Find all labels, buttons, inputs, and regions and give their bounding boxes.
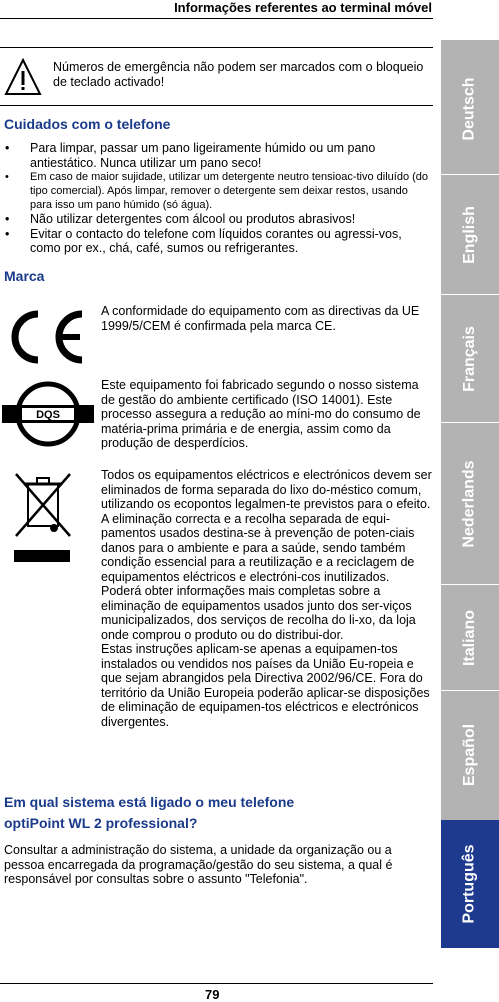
language-tab-nederlands[interactable] xyxy=(441,424,499,584)
weee-description xyxy=(101,468,432,729)
sidebar-divider xyxy=(441,422,499,423)
system-heading-line: optiPoint WL 2 professional? xyxy=(4,815,198,831)
weee-paragraph: A eliminação correcta e a recolha separada de equi-pamentos usados destina-se à prevenção de poten-ciais danos para o ambiente e para a saúde, sendo também condição essencial para a reutilização e a reciclagem de equipamentos eléctricos e electróni-cos inutilizados. xyxy=(101,511,415,584)
page-number: 79 xyxy=(205,987,220,1002)
warning-text: Números de emergência não podem ser marcados com o bloqueio de teclado activado! xyxy=(53,60,424,89)
weee-paragraph: Estas instruções aplicam-se apenas a equipamen-tos instalados ou vendidos nos países da União Eu-ropeia e que sejam abrangidos pela Directiva 2002/96/CE. Fora do território da União Europeia poderão aplicar-se disposições de eliminação de equipamen-tos eléctricos e electrónicos divergentes. xyxy=(101,642,430,729)
care-bullet-list xyxy=(4,141,431,256)
footer-divider xyxy=(0,983,433,984)
environment-description: Este equipamento foi fabricado segundo o nosso sistema de gestão do ambiente certificado (ISO 14001). Este processo assegura a redução ao míni-mo do consumo de matéria-prima primária e de energia, assim como da produção de desperdícios. xyxy=(101,378,421,450)
list-item: • Não utilizar detergentes com álcool ou produtos abrasivos! xyxy=(5,212,356,226)
crossed-out-bin-icon xyxy=(14,470,74,566)
language-tab-label: English xyxy=(461,206,478,264)
language-tab-deutsch[interactable] xyxy=(441,44,499,174)
language-tab-espanol[interactable] xyxy=(441,692,499,818)
list-item: • Em caso de maior sujidade, utilizar um detergente neutro tensioac-tivo diluído (do tipo comercial). Após limpar, remover o detergente sem deixar restos, usando para isso um pano húmido (só água). xyxy=(5,171,429,211)
list-item: • Para limpar, passar um pano ligeiramente húmido ou um pano antiestático. Nunca utilizar um pano seco! xyxy=(5,141,376,170)
language-tab-english[interactable] xyxy=(441,176,499,294)
bullet-text: Em caso de maior sujidade, utilizar um detergente neutro tensioac-tivo diluído (do tipo comercial). Após limpar, remover o detergente sem deixar restos, usando para isso um pano húmido (só água). xyxy=(30,171,429,211)
system-description: Consultar a administração do sistema, a unidade da organização ou a pessoa encarregada da programação/gestão do seu sistema, a qual é responsável por consultas sobre o assunto "Telefonia". xyxy=(4,843,393,886)
language-tab-italiano[interactable] xyxy=(441,586,499,690)
warning-triangle-icon xyxy=(4,57,42,97)
language-tab-label: Português xyxy=(461,844,478,924)
bullet-text: Evitar o contacto do telefone com líquidos corantes ou agressi-vos, como por ex., chá, café, sumos ou refrigerantes. xyxy=(30,226,402,255)
weee-paragraph: Todos os equipamentos eléctricos e electrónicos devem ser eliminados de forma separada do lixo do-méstico comum, utilizando os ecopontos legalmen-te previstos para o efeito. xyxy=(101,468,432,511)
page-header-title: Informações referentes ao terminal móvel xyxy=(174,0,432,15)
sidebar-divider xyxy=(441,584,499,585)
language-tab-label: Français xyxy=(461,326,478,392)
sidebar-divider xyxy=(441,690,499,691)
language-tab-label: Español xyxy=(461,723,479,787)
system-heading xyxy=(4,794,294,832)
language-tab-label: Deutsch xyxy=(461,77,478,141)
marca-heading: Marca xyxy=(4,268,45,284)
ce-mark-icon xyxy=(4,306,88,368)
sidebar-divider xyxy=(441,294,499,295)
weee-paragraph: Poderá obter informações mais completas sobre a eliminação de equipamentos usados junto dos ser-viços municipalizados, dos serviços de recolha do li-xo, da loja onde comprou o produto ou do distribui-dor. xyxy=(101,584,416,642)
sidebar-divider xyxy=(441,174,499,175)
warning-divider-top xyxy=(0,47,433,48)
language-tab-label: Italiano xyxy=(460,609,478,667)
system-heading-line: Em qual sistema está ligado o meu telefone xyxy=(4,794,295,810)
header-divider xyxy=(0,18,433,19)
bullet-text: Não utilizar detergentes com álcool ou produtos abrasivos! xyxy=(30,212,356,226)
ce-description: A conformidade do equipamento com as directivas da UE 1999/5/CEM é confirmada pela marca CE. xyxy=(101,304,420,333)
language-tab-label: Nederlands xyxy=(461,460,479,548)
bullet-text: Para limpar, passar um pano ligeiramente húmido ou um pano antiestático. Nunca utilizar um pano seco! xyxy=(30,141,376,170)
care-heading: Cuidados com o telefone xyxy=(4,116,171,132)
list-item: • Evitar o contacto do telefone com líquidos corantes ou agressi-vos, como por ex., chá, café, sumos ou refrigerantes. xyxy=(5,226,402,255)
language-tab-francais[interactable] xyxy=(441,296,499,422)
dqs-certification-icon xyxy=(2,379,94,449)
language-tab-portugues[interactable] xyxy=(441,820,499,948)
warning-divider-bottom xyxy=(0,105,433,106)
dqs-logo-text: DQS xyxy=(36,409,60,421)
